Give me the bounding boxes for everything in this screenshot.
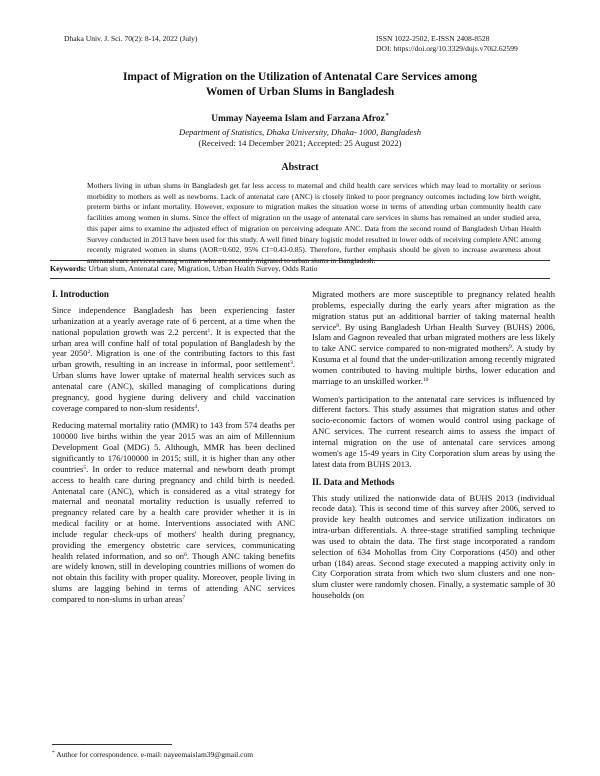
authors-text: Ummay Nayeema Islam and Farzana Afroz [211,114,385,124]
intro-paragraph-2 [52,420,295,604]
citation-ref[interactable]: 7 [182,594,186,601]
text-run: . Migration is one of the contributing factors to this fast urban growth, resulting in an increase in informal, poor settlement [52,348,295,370]
issn-text: ISSN 1022-2502, E-ISSN 2408-8528 [376,34,490,43]
affiliation: Department of Statistics, Dhaka University, Dhaka- 1000, Bangladesh [178,127,422,137]
keywords-line [50,264,550,274]
abstract-heading: Abstract [281,162,319,173]
title-line-1: Impact of Migration on the Utilization of Antenatal Care Services among [122,71,478,83]
text-run: Reducing maternal mortality ratio (MMR) to 143 from 574 deaths per 100000 live births within the year 2015 was an aim of Millennium Development Goal (MDG) 5. Although, MMR has been declined significantly to 176/100000 in 2015; still, it is higher than any other countries [52,420,295,474]
keywords-bottom-rule [50,278,550,279]
received-dates: (Received: 14 December 2021; Accepted: 25 August 2022) [198,138,402,148]
author-list [70,110,530,125]
intro-paragraph-4: Women's participation to the antenatal care services is influenced by different factors. This study assumes that migration status and other socio-economic factors of women would control using package of ANC services. The current research aims to assess the impact of internal migration on the use of antenatal care services among women's age 15-49 years in City Corporation slum areas by using the latest data from BUHS 2013. [312,393,555,469]
footnote-rule [52,744,172,745]
text-run: Since independence Bangladesh has been experiencing faster urbanization at a yearly average rate of 6 percent, at a time when the national population growth was 2.2 percent [52,305,295,337]
citation-ref[interactable]: 1 [207,327,211,334]
journal-citation-text: Dhaka Univ. J. Sci. 70(2): 8-14, 2022 (July) [64,34,198,43]
issn-doi-block [376,34,518,53]
paper-title [70,70,530,99]
journal-citation [64,34,197,44]
text-run: . [197,402,200,413]
data-methods-heading: II. Data and Methods [312,476,395,487]
correspondence-footnote [52,749,352,759]
text-run: . By using Bangladesh Urban Health Survey (BUHS) 2006, Islam and Gagnon revealed that urban migrated mothers are less likely to take ANC service compared to non-migrated mothers [312,321,555,354]
text-run: . A study by Kusuma et al found that the under-utilization among recently migrated women contributed to having multiple births, lower education and marriage to an unskilled worker. [312,343,555,386]
text-run: . Though ANC taking benefits are widely known, still in developing countries millions of women do not obtain this facility with proper quality. Moreover, people living in slums are lagging behind in terms of attending ANC services compared to non-slums in urban areas [52,550,296,604]
abstract-text: Mothers living in urban slums in Bangladesh get far less access to maternal and child health care services which may lead to mortality or serious morbidity to mothers as well as newborns. Lack of antenatal care (ANC) is closely linked to poor pregnancy outcomes including low birth weight, preterm births or infant mortality. However, exposure to migration makes the situation worse in terms of attending urban community health care facilities among women in slums. Since the effect of migration on the usage of antenatal care services in slums has remained an under studied area, this paper aims to examine the adjusted effect of migration on perceiving adequate ANC. Data from the second round of Bangladesh Urban Health Survey conducted in 2013 have been used for this study. A well fitted binary logistic model resulted in lower odds of receiving complete ANC among recently migrated women in slums (AOR=0.602, 95% CI=0.43-0.85). Therefore, further emphasis should be given to increase awareness about antenatal care services among women who are recently migrated to urban slums in Bangladesh. [87,181,541,265]
citation-ref[interactable]: 8 [336,322,339,329]
text-run: . It is expected that the urban area will confine half of total population of Bangladesh by the year 2050 [52,326,295,359]
citation-ref[interactable]: 10 [422,376,429,383]
title-line-2: Women of Urban Slums in Bangladesh [205,85,395,98]
text-run: . Urban slums have lower uptake of maternal health services such as antenatal care (ANC), skilled managing of complications during pregnancy, good hygiene during delivery and child vaccination coverage compared to non-slum residents [52,359,295,413]
intro-paragraph-3 [312,289,555,387]
corresponding-author-mark: * [385,113,389,119]
citation-ref[interactable]: 2 [87,349,91,356]
keywords-label: Keywords: [50,264,87,273]
left-column [52,289,295,612]
footnote-text: Author for correspondence. e-mail: nayeemaislam39@gmail.com [56,750,254,759]
citation-ref[interactable]: 4 [194,403,198,410]
methods-paragraph-1: This study utilized the nationwide data of BUHS 2013 (individual recode data). This is second time of this survey after 2006, served to provide key health outcomes and service utilization indicators on intra-urban differentials. A three-stage stratified sampling technique was used to obtain the data. The first stage incorporated a random selection of 634 Mohollas from City Corporations (450) and other urban (184) areas. Second stage executed a mapping activity only in City Corporation strata from which two slum clusters and one non-slum cluster were randomly chosen. Finally, a systematic sample of 30 households (on [312,492,555,601]
citation-ref[interactable]: 9 [509,344,512,351]
keywords-text: Urban slum, Antenatal care, Migration, Urban Health Survey, Odds Ratio [88,264,318,273]
text-run: Migrated mothers are more susceptible to pregnancy related health problems, especially during the early years after migration as the migration status put an additional barrier of taking maternal health service [312,289,555,332]
introduction-heading: I. Introduction [52,289,109,299]
citation-ref[interactable]: 3 [290,360,293,367]
text-run: . In order to reduce maternal and newborn death prompt access to health care during pregnancy and child birth is needed. Antenatal care (ANC), which is considered as a vital strategy for maternal and neonatal mortality reduction is usually referred to pregnancy related care by a health care provider whether it is in medical facility or at home. Interventions associated with ANC include regular check-ups of mothers' health during pregnancy, providing the emergency obstetric care services, communicating health related information, and so on [52,463,295,561]
keywords-top-rule [50,260,550,261]
right-column [312,289,555,608]
citation-ref[interactable]: 6 [184,551,187,558]
intro-paragraph-1 [52,305,295,413]
doi-link[interactable]: DOI: https://doi.org/10.3329/dujs.v70i2.62599 [376,43,518,53]
footnote-mark: * [52,750,55,756]
citation-ref[interactable]: 5 [83,464,87,471]
